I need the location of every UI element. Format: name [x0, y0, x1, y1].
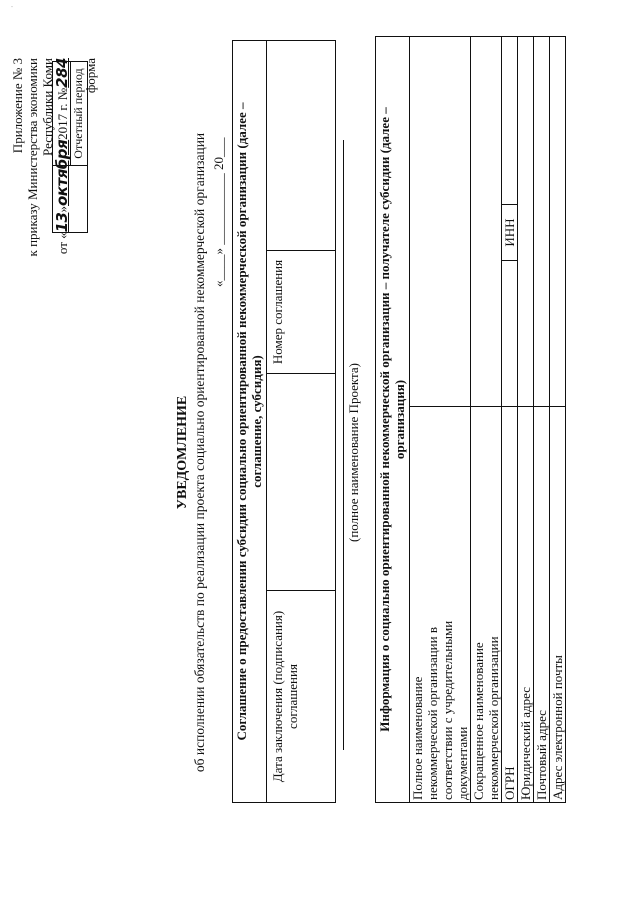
short-name-label: Сокращенное наименование некоммерческой организации — [471, 406, 501, 802]
agreement-table-row — [267, 41, 335, 802]
agreement-date-value[interactable] — [267, 373, 335, 590]
handwritten-number: 284 — [53, 58, 71, 88]
agreement-table-header: Соглашение о предоставлении субсидии социально ориентированной некоммерческой организации (далее – соглашение, субсидия) — [233, 41, 267, 802]
table-row — [534, 37, 550, 802]
appendix-line: к приказу Министерства экономики — [25, 58, 40, 257]
table-row — [550, 37, 565, 802]
email-value[interactable] — [550, 37, 565, 406]
date-placeholder-line: «____» ___________ 20___ — [211, 137, 226, 287]
period-label: Отчетный период — [70, 62, 86, 165]
full-name-value[interactable] — [410, 37, 470, 406]
organization-table — [375, 36, 566, 803]
project-name-line[interactable] — [343, 140, 344, 750]
short-name-value[interactable] — [471, 37, 501, 406]
agreement-table — [232, 40, 336, 803]
project-caption: (полное наименование Проекта) — [346, 363, 361, 542]
postal-address-label: Почтовый адрес — [534, 406, 549, 802]
margin-mark: · — [8, 5, 17, 8]
table-row — [518, 37, 534, 802]
table-row — [410, 37, 471, 802]
table-row — [471, 37, 502, 802]
document-subtitle: об исполнении обязательств по реализации проекта социально ориентированной некоммерческой организации — [192, 132, 207, 773]
document-title: УВЕДОМЛЕНИЕ — [175, 395, 190, 510]
appendix-line: Республики Коми — [40, 58, 55, 156]
table-row — [502, 37, 518, 802]
agreement-number-value[interactable] — [267, 41, 335, 250]
handwritten-day: 13 — [53, 212, 71, 233]
legal-address-value[interactable] — [518, 37, 533, 406]
agreement-date-cell: Дата заключения (подписания) соглашения — [267, 590, 335, 802]
legal-address-label: Юридический адрес — [518, 406, 533, 802]
inn-label: ИНН — [502, 204, 517, 260]
full-name-label: Полное наименование некоммерческой организации в соответствии с учредительными документами — [410, 406, 470, 802]
inn-value[interactable] — [502, 37, 517, 204]
order-date-line: от «13»октября2017 г. №284 — [53, 58, 71, 255]
postal-address-value[interactable] — [534, 37, 549, 406]
organization-table-header: Информация о социально ориентированной некоммерческой организации – получателе субсидии (далее – организация) — [376, 37, 410, 802]
appendix-line: Приложение № 3 — [10, 58, 25, 154]
ogrn-label: ОГРН — [502, 406, 517, 802]
ogrn-value[interactable] — [502, 260, 517, 406]
reporting-period-box — [52, 61, 88, 233]
agreement-number-cell: Номер соглашения — [267, 250, 335, 373]
period-cell — [53, 62, 87, 165]
form-label: форма — [83, 58, 98, 94]
period-cell-empty — [53, 165, 87, 232]
handwritten-month: октября — [53, 139, 71, 206]
email-label: Адрес электронной почты — [550, 406, 565, 802]
